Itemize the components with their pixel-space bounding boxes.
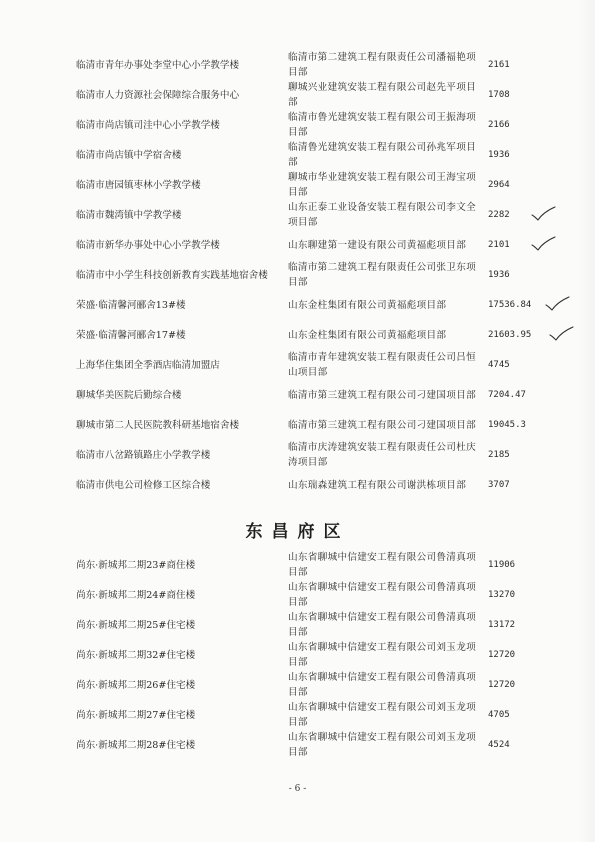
handwritten-checkmark-icon: [548, 326, 574, 342]
contractor-name: 山东省聊城中信建安工程有限公司鲁清真项目部: [288, 552, 476, 578]
table-row: [0, 640, 595, 670]
table-row: [0, 260, 595, 290]
contractor-name: 临清市第三建筑工程有限公司刁建国项目部: [288, 419, 476, 431]
table-row: [0, 470, 595, 500]
project-name: 临清市魏湾镇中学教学楼: [76, 209, 182, 221]
table-row: [0, 380, 595, 410]
table-row: [0, 50, 595, 80]
building-area: 11906: [488, 559, 516, 570]
contractor-name: 临清市庆涛建筑安装工程有限责任公司杜庆涛项目部: [288, 442, 476, 468]
contractor-name: 山东省聊城中信建安工程有限公司刘玉龙项目部: [288, 702, 476, 728]
building-area: 4705: [488, 709, 510, 720]
table-row: [0, 200, 595, 230]
project-name: 尚东·新城邦二期27#住宅楼: [76, 709, 196, 721]
contractor-name: 临清市第三建筑工程有限公司刁建国项目部: [288, 389, 476, 401]
project-name: 临清市八岔路镇路庄小学教学楼: [76, 449, 211, 461]
contractor-name: 聊城市华业建筑安装工程有限公司王海宝项目部: [288, 172, 476, 198]
project-name: 尚东·新城邦二期24#商住楼: [76, 589, 196, 601]
table-row: [0, 110, 595, 140]
contractor-name: 临清市青年建筑安装工程有限责任公司吕恒山项目部: [288, 352, 476, 378]
table-row: [0, 550, 595, 580]
project-name: 临清市中小学生科技创新教育实践基地宿舍楼: [76, 269, 268, 281]
handwritten-checkmark-icon: [544, 296, 570, 312]
contractor-name: 山东省聊城中信建安工程有限公司鲁清真项目部: [288, 612, 476, 638]
project-name: 荣盛·临清馨河郦舍13#楼: [76, 299, 186, 311]
contractor-name: 山东省聊城中信建安工程有限公司刘玉龙项目部: [288, 642, 476, 668]
project-name: 聊城市第二人民医院教科研基地宿舍楼: [76, 419, 240, 431]
page-number: - 6 -: [288, 784, 307, 794]
project-name: 临清市青年办事处李堂中心小学教学楼: [76, 59, 240, 71]
project-name: 临清市尚店镇司洼中心小学教学楼: [76, 119, 220, 131]
project-name: 尚东·新城邦二期32#住宅楼: [76, 649, 196, 661]
section-title-dongchangfu: 东昌府区: [245, 522, 350, 542]
building-area: 2161: [488, 59, 510, 70]
building-area: 7204.47: [488, 389, 526, 400]
building-area: 21603.95: [488, 329, 532, 340]
building-area: 2282: [488, 209, 510, 220]
table-row: [0, 320, 595, 350]
handwritten-checkmark-icon: [530, 206, 556, 222]
building-area: 1936: [488, 149, 510, 160]
table-row: [0, 230, 595, 260]
table-row: [0, 610, 595, 640]
project-name: 临清市新华办事处中心小学教学楼: [76, 239, 220, 251]
building-area: 1936: [488, 269, 510, 280]
building-area: 2964: [488, 179, 510, 190]
table-row: [0, 290, 595, 320]
building-area: 13270: [488, 589, 516, 600]
contractor-name: 山东瑞森建筑工程有限公司谢洪栋项目部: [288, 479, 467, 491]
building-area: 19045.3: [488, 419, 526, 430]
project-name: 临清市唐园镇枣林小学教学楼: [76, 179, 201, 191]
contractor-name: 聊城兴业建筑安装工程有限公司赵先平项目部: [288, 82, 476, 108]
project-name: 尚东·新城邦二期28#住宅楼: [76, 739, 196, 751]
table-row: [0, 670, 595, 700]
table-row: [0, 80, 595, 110]
building-area: 12720: [488, 649, 516, 660]
contractor-name: 山东省聊城中信建安工程有限公司鲁清真项目部: [288, 582, 476, 608]
project-name: 上海华住集团全季酒店临清加盟店: [76, 359, 220, 371]
project-name: 尚东·新城邦二期26#住宅楼: [76, 679, 196, 691]
building-area: 12720: [488, 679, 516, 690]
contractor-name: 临清鲁光建筑安装工程有限公司孙兆军项目部: [288, 142, 476, 168]
project-name: 尚东·新城邦二期25#住宅楼: [76, 619, 196, 631]
contractor-name: 山东聊建第一建设有限公司黄福彪项目部: [288, 239, 467, 251]
project-name: 临清市供电公司检修工区综合楼: [76, 479, 211, 491]
building-area: 2166: [488, 119, 510, 130]
contractor-name: 山东正泰工业设备安装工程有限公司李文全项目部: [288, 202, 476, 228]
table-row: [0, 440, 595, 470]
table-row: [0, 140, 595, 170]
project-name: 荣盛·临清馨河郦舍17#楼: [76, 329, 186, 341]
project-name: 聊城华美医院后勤综合楼: [76, 389, 182, 401]
contractor-name: 山东金柱集团有限公司黄福彪项目部: [288, 329, 447, 341]
contractor-name: 临清市第二建筑工程有限责任公司张卫东项目部: [288, 262, 476, 288]
project-name: 尚东·新城邦二期23#商住楼: [76, 559, 196, 571]
contractor-name: 山东省聊城中信建安工程有限公司刘玉龙项目部: [288, 732, 476, 758]
project-name: 临清市尚店镇中学宿舍楼: [76, 149, 182, 161]
table-row: [0, 580, 595, 610]
table-row: [0, 350, 595, 380]
contractor-name: 临清市第二建筑工程有限责任公司潘福艳项目部: [288, 52, 476, 78]
building-area: 4524: [488, 739, 510, 750]
building-area: 3707: [488, 479, 510, 490]
contractor-name: 山东金柱集团有限公司黄福彪项目部: [288, 299, 447, 311]
table-row: [0, 730, 595, 760]
table-row: [0, 170, 595, 200]
building-area: 1708: [488, 89, 510, 100]
building-area: 13172: [488, 619, 516, 630]
project-name: 临清市人力资源社会保障综合服务中心: [76, 89, 240, 101]
contractor-name: 山东省聊城中信建安工程有限公司鲁清真项目部: [288, 672, 476, 698]
building-area: 2101: [488, 239, 510, 250]
contractor-name: 临清市鲁光建筑安装工程有限公司王振海项目部: [288, 112, 476, 138]
building-area: 4745: [488, 359, 510, 370]
table-row: [0, 410, 595, 440]
handwritten-checkmark-icon: [530, 236, 556, 252]
building-area: 2185: [488, 449, 510, 460]
table-row: [0, 700, 595, 730]
building-area: 17536.84: [488, 299, 532, 310]
